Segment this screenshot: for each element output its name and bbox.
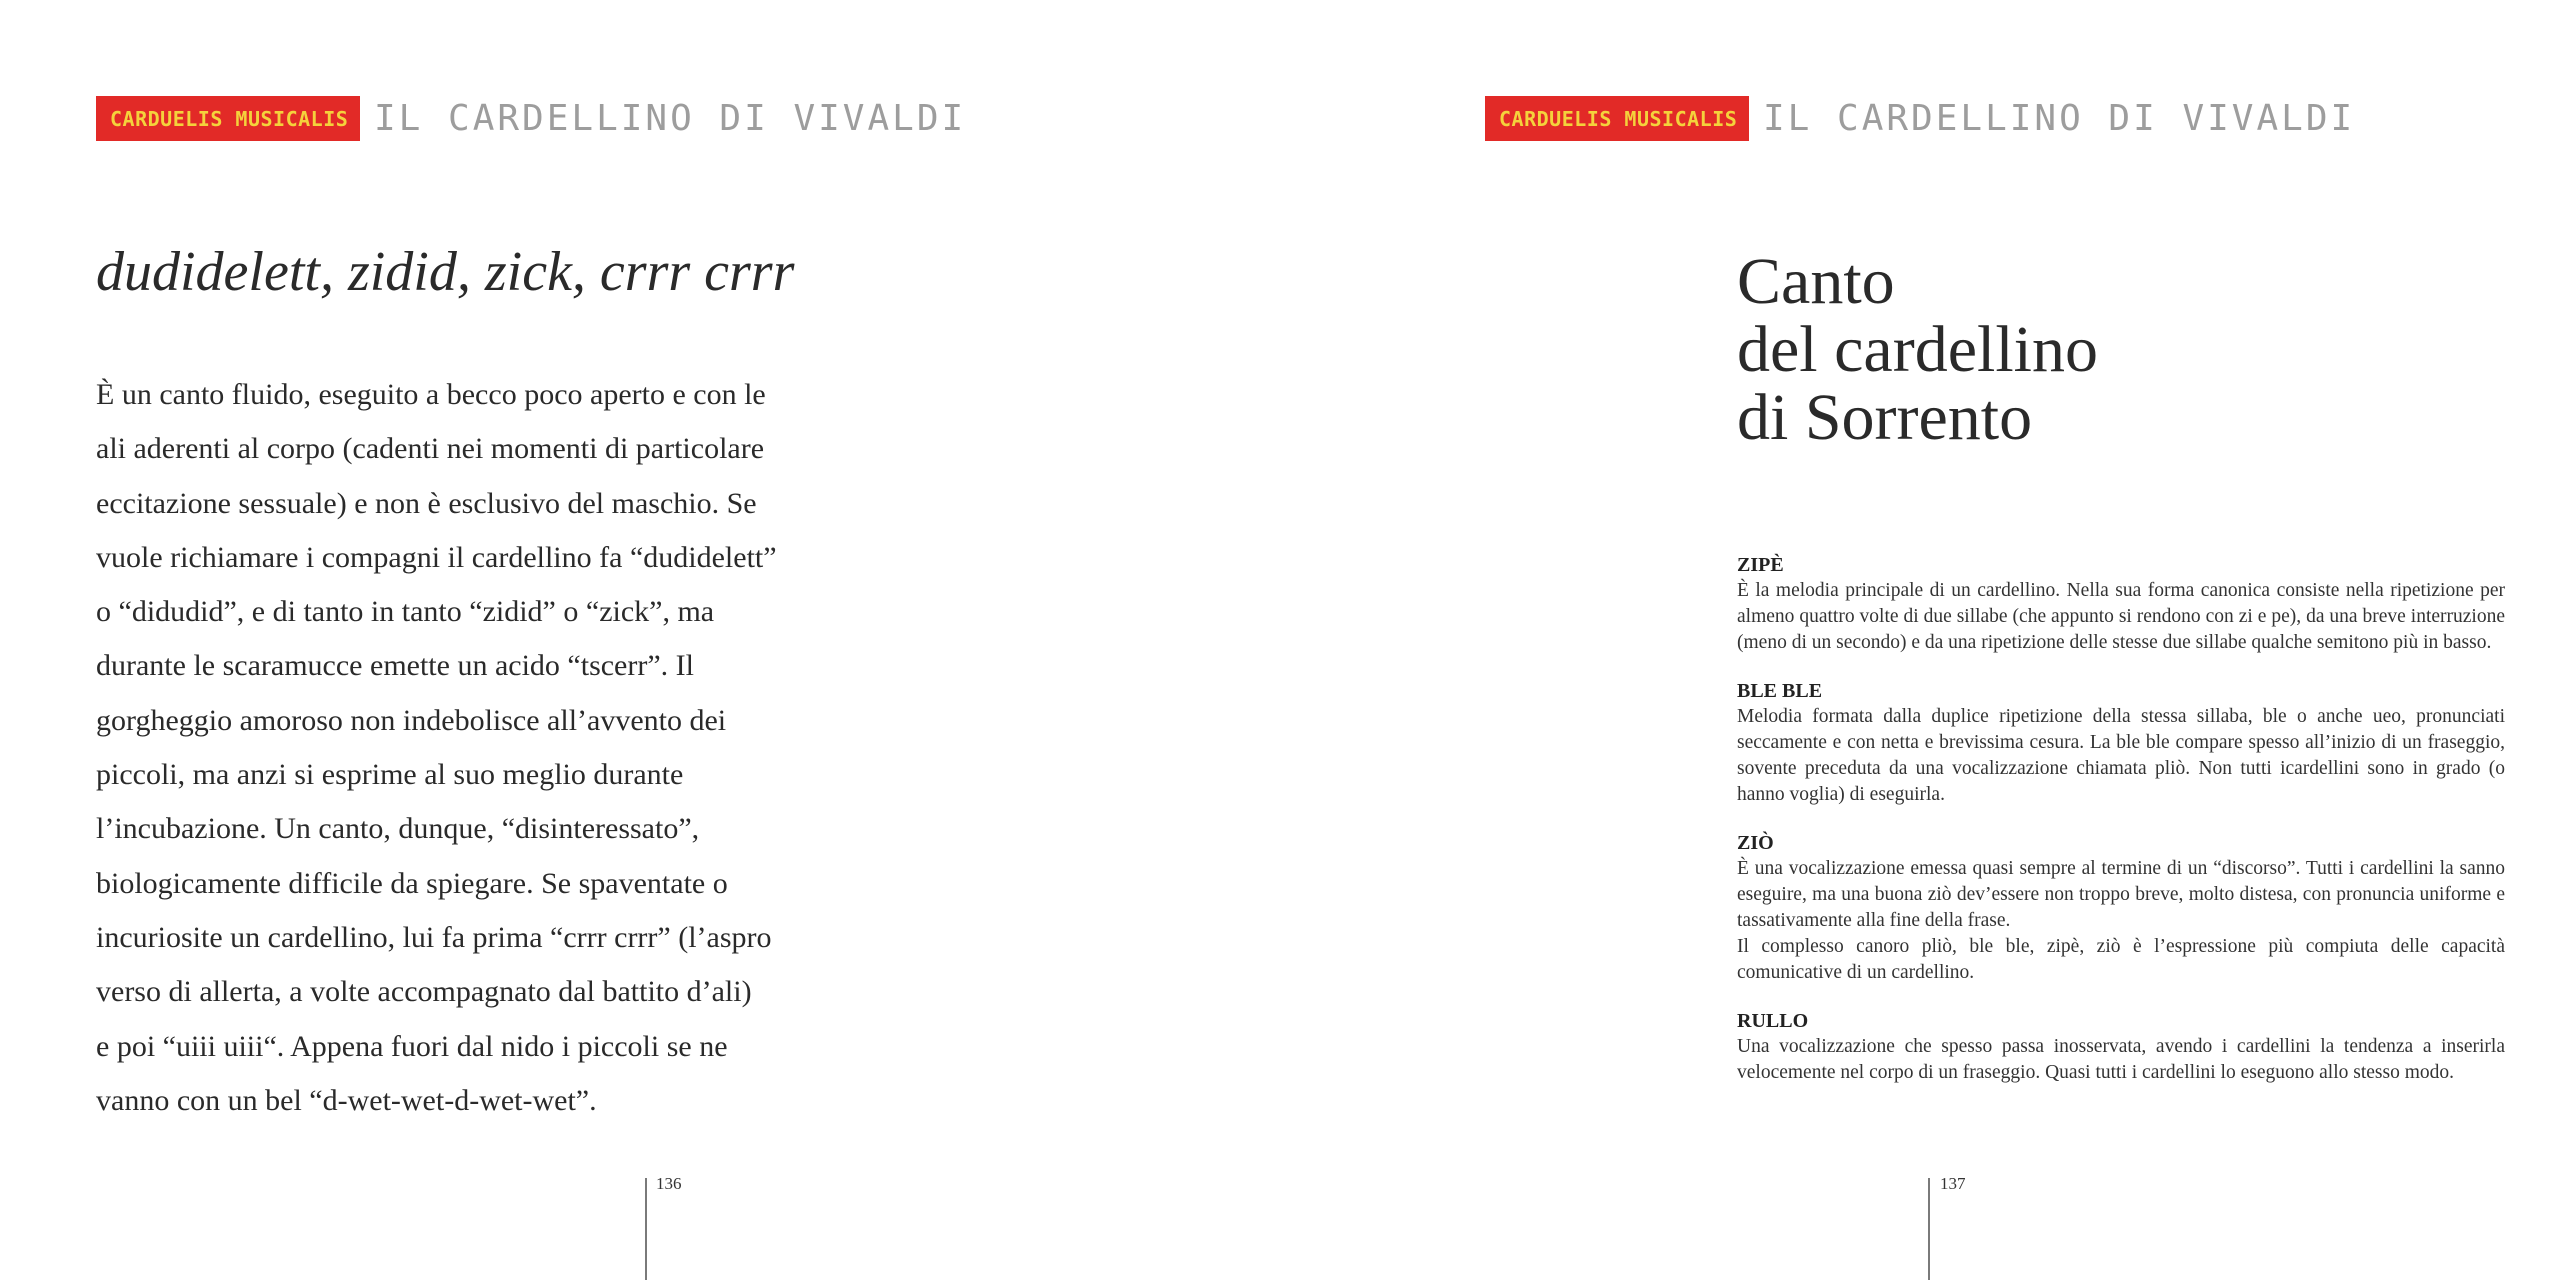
body-line: ali aderenti al corpo (cadenti nei momenti di particolare bbox=[96, 432, 765, 466]
body-line: o “didudid”, e di tanto in tanto “zidid” o “zick”, ma bbox=[96, 595, 715, 629]
song-sections bbox=[1737, 552, 2505, 1108]
body-line: piccoli, ma anzi si esprime al suo meglio durante bbox=[96, 758, 684, 792]
section-text: Melodia formata dalla duplice ripetizione della stessa sillaba, ble o anche ueo, pronunciati seccamente e con netta e brevissima cesura. La ble ble compare spesso all’inizio di un fraseggio, sovente preceduta da una vocalizzazione chiamata pliò. Non tutti icardellini sono in grado (o hanno voglia) di eseguirla. bbox=[1737, 706, 2505, 805]
section-rullo bbox=[1737, 1008, 2505, 1086]
body-line: gorgheggio amoroso non indebolisce all’avvento dei bbox=[96, 703, 727, 737]
body-line: incuriosite un cardellino, lui fa prima “crrr crrr” (l’aspro bbox=[96, 920, 772, 954]
body-line: biologicamente difficile da spiegare. Se spaventate o bbox=[96, 866, 728, 900]
chapter-title-line: Canto bbox=[1737, 245, 1895, 318]
running-header bbox=[1485, 96, 2355, 141]
page-number-rule bbox=[645, 1178, 647, 1280]
page-heading: dudidelett, zidid, zick, crrr crrr bbox=[96, 241, 795, 303]
header-tag: CARDUELIS MUSICALIS bbox=[1485, 96, 1749, 141]
chapter-title-line: del cardellino bbox=[1737, 313, 2099, 386]
page-number: 137 bbox=[1940, 1174, 1966, 1193]
page-number-rule bbox=[1928, 1178, 1930, 1280]
page-number: 136 bbox=[656, 1174, 682, 1193]
section-text: È una vocalizzazione emessa quasi sempre al termine di un “discorso”. Tutti i cardellini la sanno eseguire, ma una buona ziò dev’essere non troppo breve, molto distesa, con pronuncia uniforme e tassativamente alla fine della frase. bbox=[1737, 858, 2505, 931]
section-text: Il complesso canoro pliò, ble ble, zipè, ziò è l’espressione più compiuta delle capacità comunicative di un cardellino. bbox=[1737, 936, 2505, 983]
body-line: e poi “uiii uiii“. Appena fuori dal nido i piccoli se ne bbox=[96, 1029, 728, 1063]
body-line: eccitazione sessuale) e non è esclusivo del maschio. Se bbox=[96, 486, 757, 520]
body-line: verso di allerta, a volte accompagnato dal battito d’ali) bbox=[96, 975, 752, 1009]
body-line: È un canto fluido, eseguito a becco poco aperto e con le bbox=[96, 378, 766, 411]
section-title: RULLO bbox=[1737, 1010, 1809, 1032]
section-title: BLE BLE bbox=[1737, 680, 1823, 702]
header-tag: CARDUELIS MUSICALIS bbox=[96, 96, 360, 141]
body-line: vuole richiamare i compagni il cardellino fa “dudidelett” bbox=[96, 540, 777, 574]
header-title: IL CARDELLINO DI VIVALDI bbox=[1763, 98, 2356, 139]
body-line: durante le scaramucce emette un acido “tscerr”. Il bbox=[96, 649, 694, 683]
chapter-title-line: di Sorrento bbox=[1737, 381, 2033, 454]
body-line: l’incubazione. Un canto, dunque, “disinteressato”, bbox=[96, 812, 700, 846]
section-zipe bbox=[1737, 552, 2505, 656]
section-text: Una vocalizzazione che spesso passa inosservata, avendo i cardellini la tendenza a inserirla velocemente nel corpo di un fraseggio. Quasi tutti i cardellini lo eseguono allo stesso modo. bbox=[1737, 1036, 2505, 1083]
chapter-title bbox=[1737, 245, 2099, 454]
header-title: IL CARDELLINO DI VIVALDI bbox=[374, 98, 967, 139]
body-paragraph bbox=[96, 368, 866, 1128]
section-title: ZIPÈ bbox=[1737, 554, 1784, 576]
section-zio bbox=[1737, 830, 2505, 986]
section-title: ZIÒ bbox=[1737, 832, 1774, 854]
section-ble-ble bbox=[1737, 678, 2505, 808]
body-line: vanno con un bel “d-wet-wet-d-wet-wet”. bbox=[96, 1083, 597, 1117]
right-page bbox=[1280, 0, 2560, 1280]
running-header bbox=[96, 96, 966, 141]
section-text: È la melodia principale di un cardellino. Nella sua forma canonica consiste nella ripetizione per almeno quattro volte di due sillabe (che appunto si rendono con zi e pe), da una breve interruzione (meno di un secondo) e da una ripetizione delle stesse due sillabe qualche semitono più in basso. bbox=[1737, 580, 2505, 653]
